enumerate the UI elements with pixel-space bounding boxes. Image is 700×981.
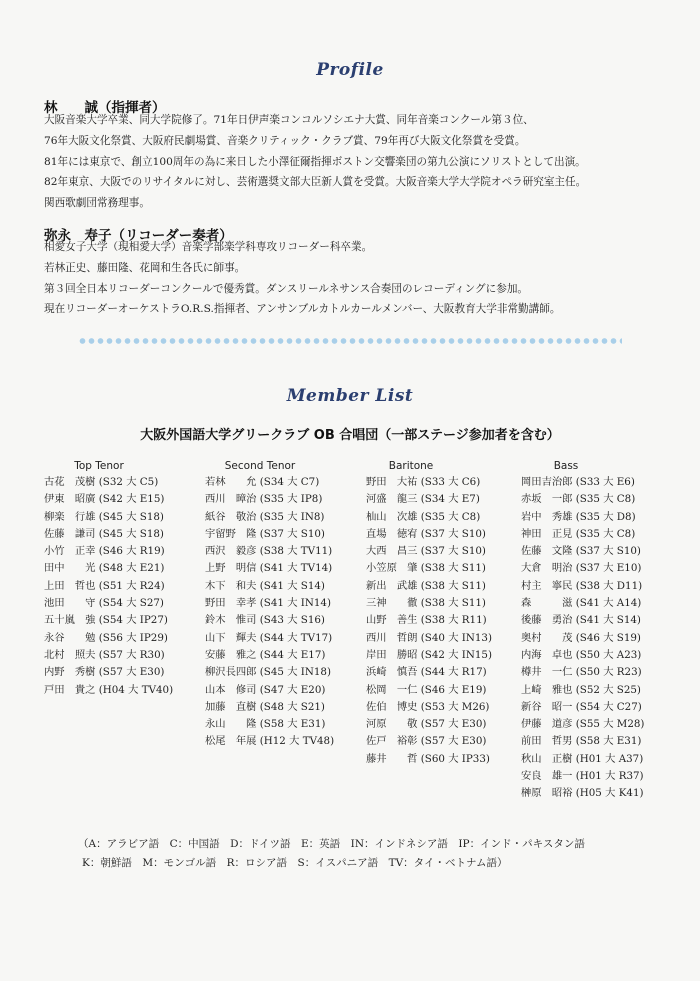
member-entry: 柳沢長四郎 (S45 大 IN18)	[205, 666, 331, 679]
member-entry: 後藤 勇治 (S41 大 S14)	[521, 614, 641, 627]
profile-heading: Profile	[316, 60, 384, 80]
person-name-recorder: 弥永 寿子（リコーダー奏者）	[44, 228, 233, 244]
part-heading: Second Tenor	[224, 460, 296, 472]
member-entry: 宇留野 隆 (S37 大 S10)	[205, 527, 325, 540]
bio-line: 76年大阪文化祭賞、大阪府民劇場賞、音楽クリティック・クラブ賞、79年再び大阪文化祭賞を受賞。	[44, 134, 526, 147]
member-entry: 赤坂 一郎 (S35 大 C8)	[521, 493, 636, 506]
member-entry: 内海 卓也 (S50 大 A23)	[521, 648, 642, 661]
member-entry: 佐藤 謙司 (S45 大 S18)	[44, 527, 164, 540]
bio-line: 81年には東京で、創立100周年の為に来日した小澤征爾指揮ボストン交響楽団の第九公演にソリストとして出演。	[44, 155, 586, 168]
member-entry: 大西 昌三 (S37 大 S10)	[366, 545, 486, 558]
member-entry: 岩中 秀雄 (S35 大 D8)	[521, 510, 636, 523]
member-entry: 池田 守 (S54 大 S27)	[44, 597, 164, 610]
member-entry: 新谷 昭一 (S54 大 C27)	[521, 700, 642, 713]
person-name-conductor: 林 誠（指揮者）	[44, 100, 166, 116]
part-heading: Top Tenor	[74, 460, 124, 472]
member-entry: 古花 茂樹 (S32 大 C5)	[44, 476, 159, 488]
dotted-divider	[78, 337, 622, 345]
bio-line: 82年東京、大阪でのリサイタルに対し、芸術選奨文部大臣新人賞を受賞。大阪音楽大学大学院オペラ研究室主任。	[44, 176, 587, 189]
column-baritone	[366, 459, 516, 768]
member-entry: 田中 光 (S48 大 E21)	[44, 562, 165, 575]
member-entry: 西川 暲治 (S35 大 IP8)	[205, 493, 323, 506]
member-entry: 紙谷 敬治 (S35 大 IN8)	[205, 510, 325, 523]
bio-line: 大阪音楽大学卒業、同大学院修了。71年日伊声楽コンコルソシエナ大賞、同年音楽コンクール第３位、	[44, 114, 534, 126]
member-entry: 直場 徳宥 (S37 大 S10)	[366, 527, 486, 540]
choir-title: 大阪外国語大学グリークラブ OB 合唱団（一部ステージ参加者を含む）	[140, 428, 560, 443]
member-entry: 加藤 直樹 (S48 大 S21)	[205, 700, 325, 713]
member-entry: 奥村 茂 (S46 大 S19)	[521, 631, 641, 644]
member-entry: 小竹 正幸 (S46 大 R19)	[44, 545, 165, 558]
member-entry: 戸田 貴之 (H04 大 TV40)	[44, 683, 174, 696]
member-entry: 伊藤 道彦 (S55 大 M28)	[521, 718, 645, 731]
member-entry: 松尾 年展 (H12 大 TV48)	[205, 735, 335, 748]
member-entry: 永谷 勉 (S56 大 IP29)	[44, 631, 168, 644]
member-entry: 村主 寧民 (S38 大 D11)	[521, 579, 643, 592]
member-entry: 岡田吉治郎 (S33 大 E6)	[521, 476, 635, 488]
member-entry: 北村 照夫 (S57 大 R30)	[44, 648, 165, 661]
member-entry: 岸田 勝昭 (S42 大 IN15)	[366, 648, 492, 661]
member-entry: 上田 哲也 (S51 大 R24)	[44, 579, 165, 592]
member-entry: 野田 大祐 (S33 大 C6)	[366, 476, 481, 488]
member-entry: 永山 隆 (S58 大 E31)	[205, 718, 326, 731]
bio-line: 現在リコーダーオーケストラO.R.S.指揮者、アンサンブルカトルカールメンバー、大阪教育大学非常勤講師。	[44, 303, 561, 316]
member-entry: 柳楽 行雄 (S45 大 S18)	[44, 510, 164, 523]
member-entry: 山本 修司 (S47 大 E20)	[205, 683, 326, 696]
member-entry: 大倉 明治 (S37 大 E10)	[521, 562, 642, 575]
language-legend-line-2: K：朝鮮語 M：モンゴル語 R：ロシア語 S：イスパニア語 TV：タイ・ベトナム語）	[82, 857, 508, 869]
member-list-heading: Member List	[286, 386, 414, 406]
member-entry: 前田 哲男 (S58 大 E31)	[521, 735, 642, 748]
member-entry: 河原 敬 (S57 大 E30)	[366, 718, 487, 731]
member-entry: 山野 善生 (S38 大 R11)	[366, 614, 487, 627]
member-entry: 小笠原 肇 (S38 大 S11)	[366, 562, 486, 575]
part-heading: Baritone	[388, 460, 434, 472]
member-entry: 河盛 龍三 (S34 大 E7)	[366, 493, 480, 506]
member-entry: 上野 明信 (S41 大 TV14)	[205, 562, 333, 575]
member-entry: 佐戸 裕彰 (S57 大 E30)	[366, 735, 487, 748]
member-entry: 若林 允 (S34 大 C7)	[205, 476, 320, 488]
member-entry: 松岡 一仁 (S46 大 E19)	[366, 683, 487, 696]
member-entry: 三神 徹 (S38 大 S11)	[366, 597, 486, 610]
bio-line: 若林正史、藤田隆、花岡和生各氏に師事。	[44, 261, 246, 274]
member-entry: 上崎 雅也 (S52 大 S25)	[521, 683, 641, 696]
bio-line: 相愛女子大学（現相愛大学）音楽学部楽学科専攻リコーダー科卒業。	[44, 241, 373, 253]
member-entry: 杣山 次雄 (S35 大 C8)	[366, 510, 481, 523]
column-top-tenor	[44, 459, 192, 699]
language-legend-line-1: （A：アラビア語 C：中国語 D：ドイツ語 E：英語 IN：インドネシア語 IP：インド・パキスタン語	[78, 838, 585, 850]
bio-line: 第３回全日本リコーダーコンクールで優秀賞。ダンスリールネサンス合奏団のレコーディングに参加。	[44, 282, 529, 295]
column-bass	[521, 459, 671, 803]
conductor-bio	[44, 110, 674, 214]
member-entry: 五十嵐 強 (S54 大 IP27)	[44, 614, 168, 627]
member-entry: 木下 和夫 (S41 大 S14)	[205, 579, 325, 592]
member-entry: 樽井 一仁 (S50 大 R23)	[521, 666, 642, 679]
column-second-tenor	[205, 459, 355, 751]
part-heading: Bass	[553, 460, 579, 472]
member-entry: 伊東 昭廣 (S42 大 E15)	[44, 493, 165, 506]
member-entry: 新出 武雄 (S38 大 S11)	[366, 579, 486, 592]
member-entry: 佐伯 博史 (S53 大 M26)	[366, 700, 490, 713]
member-entry: 佐藤 文隆 (S37 大 S10)	[521, 545, 641, 558]
member-entry: 山下 輝夫 (S44 大 TV17)	[205, 631, 333, 644]
member-entry: 森 滋 (S41 大 A14)	[521, 597, 642, 610]
member-entry: 安良 雄一 (H01 大 R37)	[521, 770, 644, 783]
member-entry: 浜崎 慎吾 (S44 大 R17)	[366, 666, 487, 679]
member-entry: 内野 秀樹 (S57 大 E30)	[44, 666, 165, 679]
bio-line: 関西歌劇団常務理事。	[44, 197, 150, 210]
member-entry: 安藤 雅之 (S44 大 E17)	[205, 648, 326, 661]
member-entry: 野田 幸孝 (S41 大 IN14)	[205, 597, 331, 610]
member-entry: 神田 正見 (S35 大 C8)	[521, 527, 636, 540]
member-entry: 秋山 正樹 (H01 大 A37)	[521, 752, 644, 765]
member-entry: 西沢 毅彦 (S38 大 TV11)	[205, 545, 333, 558]
member-entry: 藤井 哲 (S60 大 IP33)	[366, 752, 490, 765]
member-entry: 鈴木 惟司 (S43 大 S16)	[205, 614, 325, 627]
recorder-bio	[44, 237, 674, 320]
member-entry: 西川 哲朗 (S40 大 IN13)	[366, 631, 492, 644]
member-entry: 榊原 昭裕 (H05 大 K41)	[521, 787, 644, 800]
